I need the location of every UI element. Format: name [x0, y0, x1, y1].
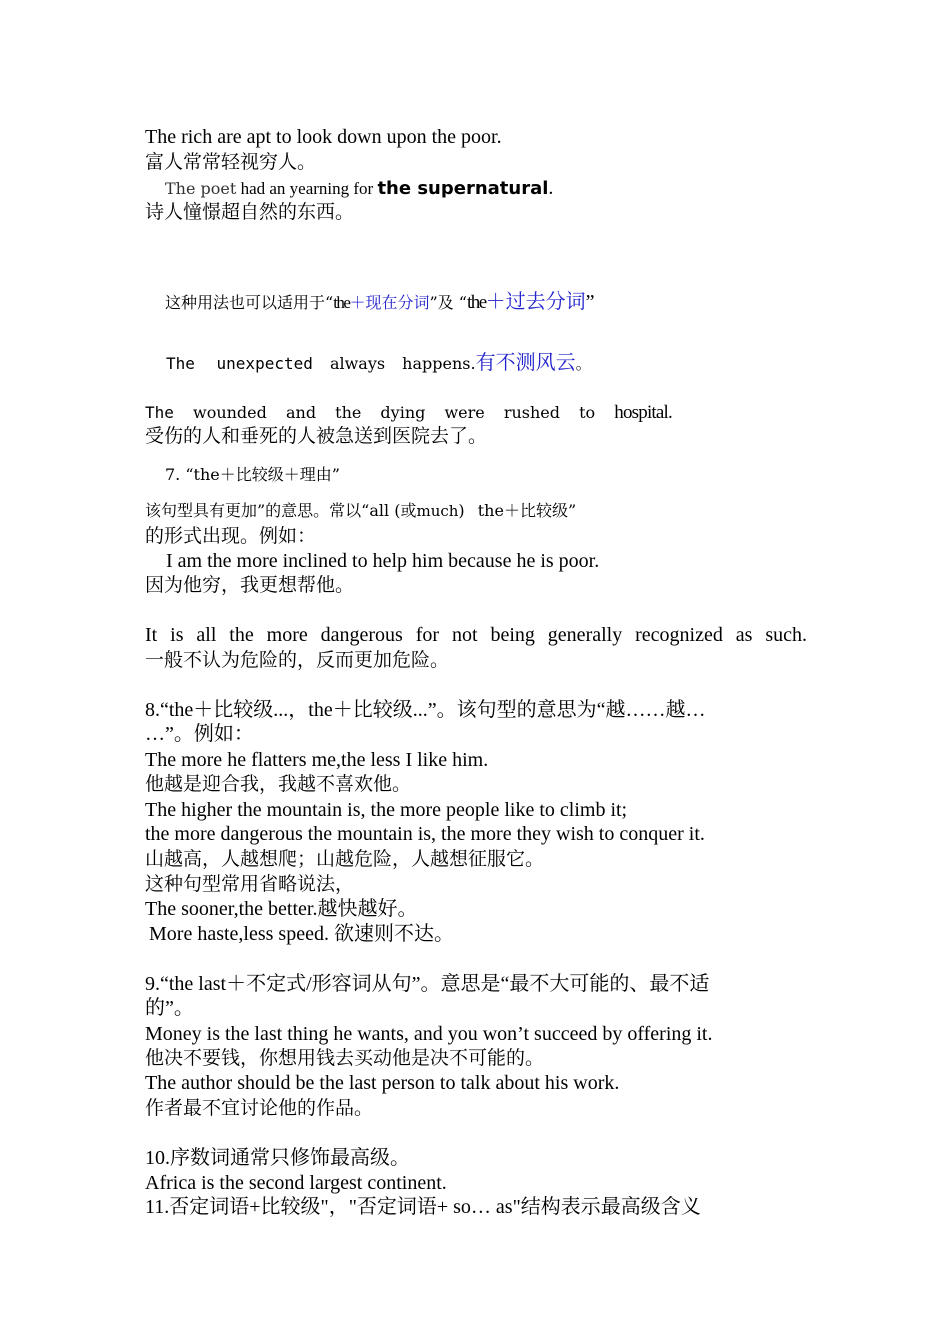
text-line: It is all the more dangerous for not being generally recognized as such. [145, 624, 807, 646]
text-span: ) the＋比较级” [458, 501, 577, 520]
text-span: . [548, 177, 554, 199]
text-line: I am the more inclined to help him because he is poor. [166, 550, 600, 572]
text-line: …”。例如： [145, 723, 254, 745]
text-span: 该句型具有更加”的意思。常以“all (或 [145, 501, 417, 520]
text-line: The higher the mountain is, the more people like to climb it; [145, 799, 628, 821]
text-line: The author should be the last person to talk about his work. [145, 1072, 620, 1094]
text-span: The poet [165, 179, 237, 198]
highlight-phrase: ＋过去分词 [485, 289, 586, 313]
text-span: The [145, 403, 174, 422]
text-span: 。 [575, 354, 592, 373]
text-line: The sooner,the better.越快越好。 [145, 898, 418, 920]
text-span: much [416, 502, 459, 520]
highlight-phrase: 有不测风云 [475, 350, 576, 374]
list-heading: 9.“the last＋不定式/形容词从句”。意思是“最不大可能的、最不适 [145, 973, 710, 995]
text-line: 富人常常轻视穷人。 [145, 151, 317, 173]
text-line: the more dangerous the mountain is, the more they wish to conquer it. [145, 823, 705, 845]
text-span: The unexpected [166, 354, 313, 373]
text-span: wounded and the dying were rushed to [173, 403, 615, 422]
text-line [166, 350, 592, 376]
text-line: 他越是迎合我，我越不喜欢他。 [145, 773, 412, 795]
text-line: The more he flatters me,the less I like him. [145, 749, 489, 771]
list-heading: 8.“the＋比较级...，the＋比较级...”。该句型的意思为“越……越… [145, 699, 706, 721]
text-line [165, 289, 595, 315]
highlight-phrase: ＋现在分词 [349, 293, 430, 312]
text-line: Money is the last thing he wants, and you won’t succeed by offering it. [145, 1023, 713, 1045]
list-heading: 7. “the＋比较级＋理由” [165, 465, 340, 484]
text-line: 的形式出现。例如： [145, 525, 317, 547]
text-line: 作者最不宜讨论他的作品。 [145, 1097, 374, 1119]
text-line: 他决不要钱，你想用钱去买动他是决不可能的。 [145, 1047, 545, 1069]
text-line: 受伤的人和垂死的人被急送到医院去了。 [145, 425, 488, 447]
text-span: ”及 “ [429, 293, 467, 312]
text-line [145, 400, 672, 425]
text-span: the [333, 293, 350, 312]
text-line [165, 176, 553, 201]
text-line: 山越高，人越想爬；山越危险，人越想征服它。 [145, 848, 545, 870]
list-heading: 10.序数词通常只修饰最高级。 [145, 1147, 410, 1169]
text-line: 因为他穷，我更想帮他。 [145, 574, 355, 596]
text-line: The rich are apt to look down upon the poor. [145, 126, 502, 148]
text-span: had an yearning for [236, 179, 378, 198]
text-line: More haste,less speed. 欲速则不达。 [149, 923, 454, 945]
list-heading: 11.否定词语+比较级"，"否定词语+ so… as"结构表示最高级含义 [145, 1196, 701, 1218]
text-span: always happens. [312, 354, 476, 373]
text-line [145, 499, 576, 523]
text-span: ” [585, 291, 595, 313]
text-span: hospital. [614, 402, 672, 423]
text-line: 的”。 [145, 997, 194, 1019]
text-line: 一般不认为危险的，反而更加危险。 [145, 649, 450, 671]
bold-phrase: the supernatural [377, 178, 549, 199]
text-span: 这种用法也可以适用于“ [165, 293, 334, 312]
text-span: the [466, 292, 486, 313]
text-line: 这种句型常用省略说法， [145, 873, 355, 895]
text-line: 诗人憧憬超自然的东西。 [145, 201, 355, 223]
text-line: Africa is the second largest continent. [145, 1172, 447, 1194]
